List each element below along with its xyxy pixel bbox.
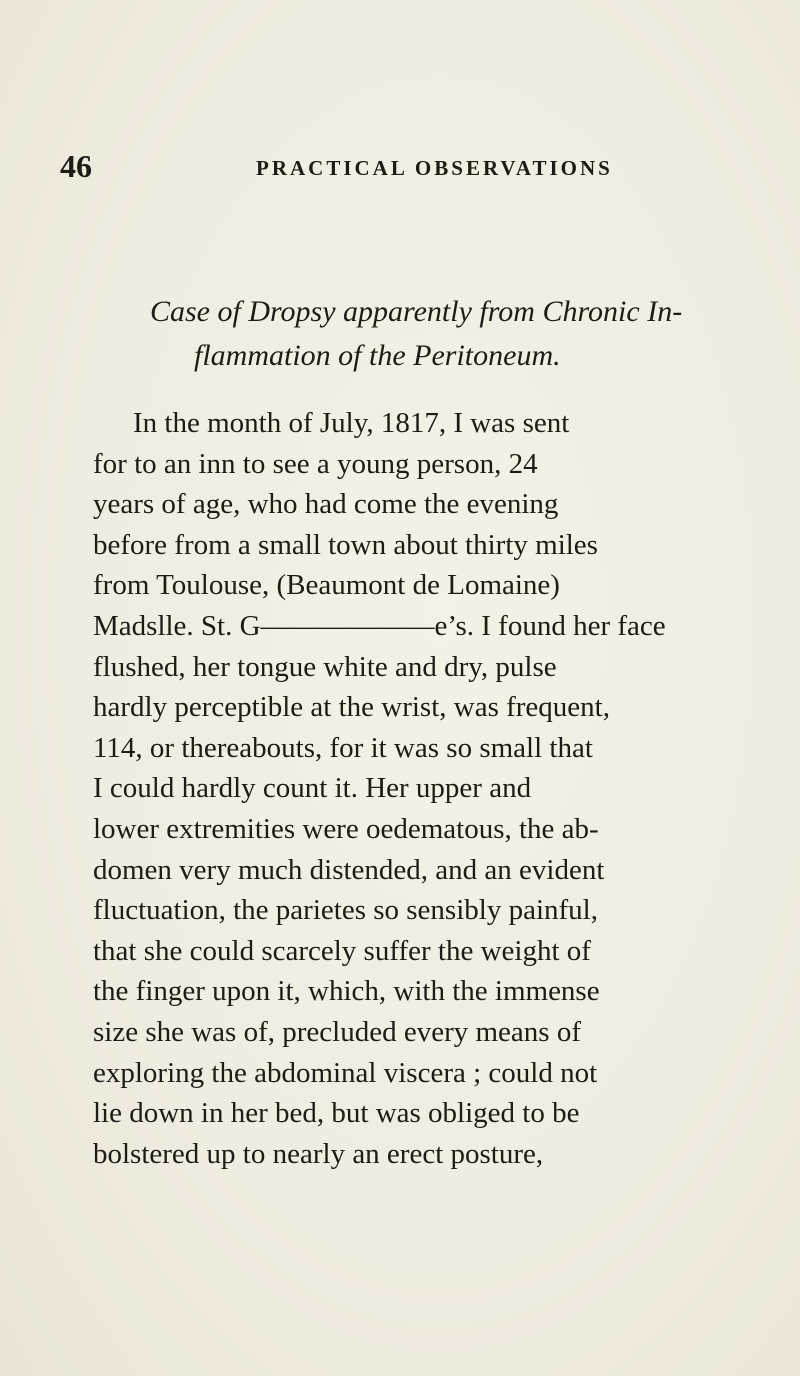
body-paragraph (93, 403, 753, 1174)
section-title-line-2: flammation of the Peritoneum. (194, 339, 561, 372)
text-line: I could hardly count it. Her upper and (93, 772, 532, 805)
running-head: PRACTICAL OBSERVATIONS (256, 156, 613, 180)
text-line: before from a small town about thirty miles (93, 528, 598, 561)
text-line: bolstered up to nearly an erect posture, (93, 1137, 544, 1170)
section-title-line-1: Case of Dropsy apparently from Chronic In- (150, 295, 683, 328)
text-line: hardly perceptible at the wrist, was frequent, (93, 691, 610, 724)
text-line: for to an inn to see a young person, 24 (93, 447, 538, 480)
text-line: 114, or thereabouts, for it was so small that (93, 731, 593, 764)
text-line: that she could scarcely suffer the weight of (93, 934, 591, 967)
page-number: 46 (60, 148, 92, 184)
page-header (60, 148, 760, 184)
text-line: Madslle. St. G——————e’s. I found her face (93, 609, 666, 642)
text-line: flushed, her tongue white and dry, pulse (93, 650, 557, 683)
text-line: size she was of, precluded every means of (93, 1015, 581, 1048)
text-line: lie down in her bed, but was obliged to be (93, 1097, 580, 1130)
text-line: the finger upon it, which, with the immense (93, 975, 600, 1008)
text-line: domen very much distended, and an evident (93, 853, 605, 886)
text-line: from Toulouse, (Beaumont de Lomaine) (93, 569, 560, 602)
section-title (150, 290, 710, 378)
text-line: fluctuation, the parietes so sensibly painful, (93, 894, 598, 927)
text-line: years of age, who had come the evening (93, 488, 559, 521)
text-line: lower extremities were oedematous, the ab- (93, 812, 599, 845)
text-line: exploring the abdominal viscera ; could not (93, 1056, 598, 1089)
text-line: In the month of July, 1817, I was sent (133, 407, 570, 439)
